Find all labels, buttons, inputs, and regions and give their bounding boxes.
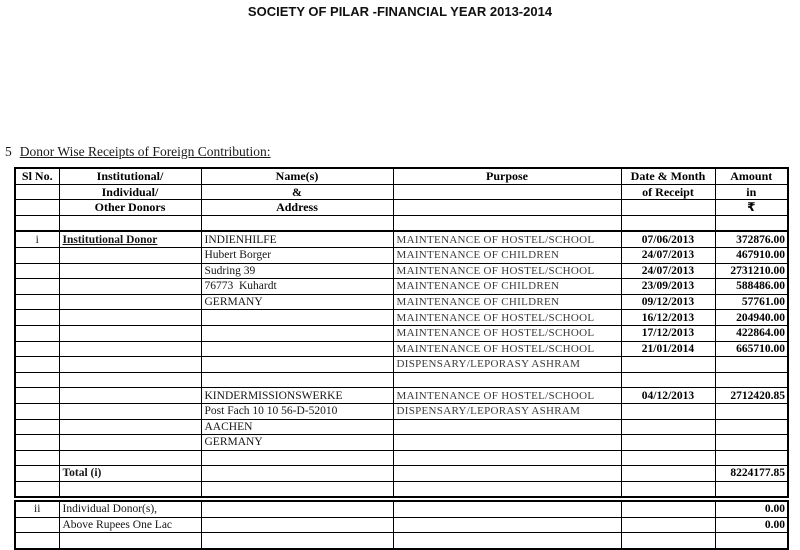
table-row: [15, 357, 788, 373]
cell-donor-type: [59, 294, 201, 310]
spacer-row: [15, 372, 788, 388]
cell-purpose: DISPENSARY/LEPORASY ASHRAM: [393, 357, 621, 373]
cell-purpose: MAINTENANCE OF HOSTEL/SCHOOL: [393, 310, 621, 326]
cell-purpose: MAINTENANCE OF HOSTEL/SCHOOL: [393, 231, 621, 247]
cell-name: INDIENHILFE: [201, 231, 393, 247]
cell-donor-type: [59, 388, 201, 404]
section-heading-line: [5, 144, 271, 160]
cell-name: GERMANY: [201, 435, 393, 451]
cell-amount: 422864.00: [715, 325, 788, 341]
table-row: [15, 341, 788, 357]
cell-sl: [15, 310, 59, 326]
spacer-row: [15, 215, 788, 231]
cell-purpose: [393, 419, 621, 435]
cell-amount: 467910.00: [715, 247, 788, 263]
cell-sl: [15, 294, 59, 310]
cell-name: Sudring 39: [201, 263, 393, 279]
cell-date: 24/07/2013: [621, 263, 715, 279]
header-row: Other Donors Address ₹: [15, 200, 788, 216]
table-row: [15, 231, 788, 247]
cell-donor-type: Institutional Donor: [59, 231, 201, 247]
table-row: [15, 501, 788, 517]
cell-donor-type: [59, 357, 201, 373]
cell-purpose: MAINTENANCE OF CHILDREN: [393, 294, 621, 310]
cell-name: [201, 501, 393, 517]
table-row: [15, 263, 788, 279]
cell-donor-type: [59, 263, 201, 279]
cell-donor-type: [59, 325, 201, 341]
cell-donor-type: [59, 341, 201, 357]
individual-donors-table: [14, 500, 789, 550]
total-amount: 8224177.85: [715, 466, 788, 482]
cell-amount: [715, 419, 788, 435]
cell-date: 17/12/2013: [621, 325, 715, 341]
header-row: Individual/ & of Receipt in: [15, 184, 788, 200]
header-date: Date & Month: [621, 168, 715, 184]
cell-name: GERMANY: [201, 294, 393, 310]
cell-date: [621, 403, 715, 419]
cell-date: [621, 435, 715, 451]
cell-purpose: MAINTENANCE OF HOSTEL/SCHOOL: [393, 388, 621, 404]
cell-sl: [15, 263, 59, 279]
cell-donor-type: [59, 403, 201, 419]
cell-sl: ii: [15, 501, 59, 517]
cell-date: 21/01/2014: [621, 341, 715, 357]
cell-date: [621, 517, 715, 533]
section-number: 5: [5, 144, 12, 159]
cell-sl: [15, 279, 59, 295]
header-sl-no: Sl No.: [15, 168, 59, 184]
table-row: [15, 247, 788, 263]
cell-amount: [715, 403, 788, 419]
cell-donor-type: [59, 435, 201, 451]
header-donor-type: Institutional/: [59, 168, 201, 184]
table-row: [15, 325, 788, 341]
cell-amount: [715, 435, 788, 451]
cell-amount: [715, 357, 788, 373]
cell-date: 07/06/2013: [621, 231, 715, 247]
cell-date: [621, 419, 715, 435]
cell-name: [201, 310, 393, 326]
cell-donor-type: Individual Donor(s),: [59, 501, 201, 517]
table-row: [15, 388, 788, 404]
cell-donor-type: Above Rupees One Lac: [59, 517, 201, 533]
spacer-row: [15, 481, 788, 497]
cell-amount: 0.00: [715, 501, 788, 517]
cell-sl: [15, 357, 59, 373]
cell-name: [201, 325, 393, 341]
cell-purpose: MAINTENANCE OF CHILDREN: [393, 279, 621, 295]
cell-date: 04/12/2013: [621, 388, 715, 404]
cell-purpose: MAINTENANCE OF CHILDREN: [393, 247, 621, 263]
cell-sl: [15, 325, 59, 341]
cell-amount: 588486.00: [715, 279, 788, 295]
cell-name: Post Fach 10 10 56-D-52010: [201, 403, 393, 419]
cell-date: [621, 357, 715, 373]
table-row: [15, 310, 788, 326]
cell-name: [201, 357, 393, 373]
table-row: [15, 517, 788, 533]
cell-purpose: DISPENSARY/LEPORASY ASHRAM: [393, 403, 621, 419]
table-row: [15, 403, 788, 419]
cell-sl: [15, 403, 59, 419]
cell-date: 16/12/2013: [621, 310, 715, 326]
cell-purpose: [393, 466, 621, 482]
cell-sl: [15, 247, 59, 263]
cell-sl: [15, 341, 59, 357]
cell-date: 09/12/2013: [621, 294, 715, 310]
cell-amount: 2712420.85: [715, 388, 788, 404]
cell-date: 24/07/2013: [621, 247, 715, 263]
cell-purpose: MAINTENANCE OF HOSTEL/SCHOOL: [393, 341, 621, 357]
table-row: [15, 279, 788, 295]
cell-name: 76773 Kuhardt: [201, 279, 393, 295]
cell-sl: [15, 435, 59, 451]
table-row: [15, 294, 788, 310]
page-title: SOCIETY OF PILAR -FINANCIAL YEAR 2013-2014: [247, 4, 553, 19]
cell-amount: 204940.00: [715, 310, 788, 326]
cell-name: KINDERMISSIONSWERKE: [201, 388, 393, 404]
cell-date: [621, 501, 715, 517]
cell-name: [201, 466, 393, 482]
cell-purpose: MAINTENANCE OF HOSTEL/SCHOOL: [393, 325, 621, 341]
cell-sl: [15, 419, 59, 435]
header-row: [15, 168, 788, 184]
cell-purpose: [393, 517, 621, 533]
spacer-row: [15, 450, 788, 466]
header-purpose: Purpose: [393, 168, 621, 184]
cell-donor-type: [59, 310, 201, 326]
cell-amount: 0.00: [715, 517, 788, 533]
cell-donor-type: [59, 279, 201, 295]
rupee-symbol: ₹: [715, 200, 788, 216]
cell-amount: 2731210.00: [715, 263, 788, 279]
cell-purpose: [393, 435, 621, 451]
header-name: Name(s): [201, 168, 393, 184]
cell-amount: 665710.00: [715, 341, 788, 357]
table-row: [15, 419, 788, 435]
cell-sl: [15, 517, 59, 533]
cell-donor-type: [59, 247, 201, 263]
total-row: [15, 466, 788, 482]
cell-name: AACHEN: [201, 419, 393, 435]
cell-purpose: MAINTENANCE OF HOSTEL/SCHOOL: [393, 263, 621, 279]
cell-date: 23/09/2013: [621, 279, 715, 295]
cell-sl: [15, 466, 59, 482]
donor-receipts-table: [14, 167, 789, 498]
cell-donor-type: [59, 419, 201, 435]
cell-amount: 372876.00: [715, 231, 788, 247]
cell-name: [201, 341, 393, 357]
table-row: [15, 435, 788, 451]
clipped-row: [15, 533, 788, 549]
cell-purpose: [393, 501, 621, 517]
cell-name: [201, 517, 393, 533]
cell-date: [621, 466, 715, 482]
cell-name: Hubert Borger: [201, 247, 393, 263]
header-amount: Amount: [715, 168, 788, 184]
section-heading: Donor Wise Receipts of Foreign Contribution:: [19, 144, 271, 159]
cell-amount: 57761.00: [715, 294, 788, 310]
cell-sl: i: [15, 231, 59, 247]
cell-sl: [15, 388, 59, 404]
total-label: Total (i): [59, 466, 201, 482]
